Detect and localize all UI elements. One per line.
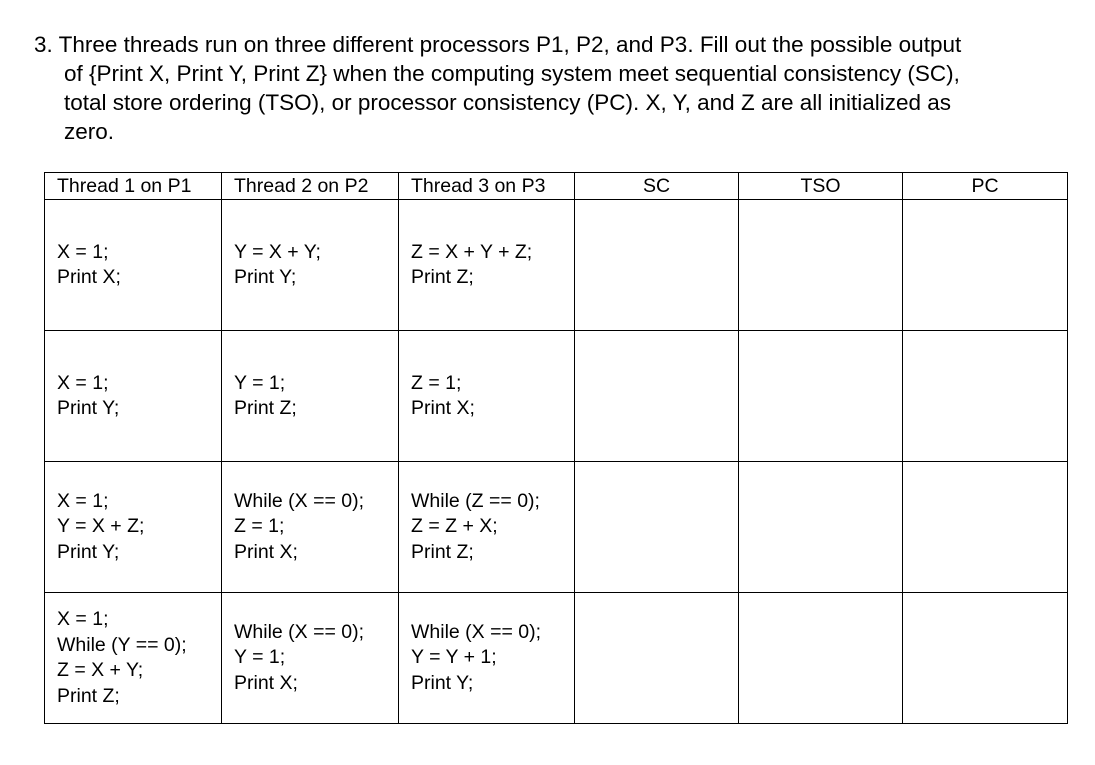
sc-answer-cell[interactable]: [575, 462, 739, 593]
code-line: Print X;: [234, 671, 298, 694]
code-line: Z = X + Y;: [57, 659, 144, 681]
code-line: Print Y;: [57, 540, 120, 563]
header-thread-1: Thread 1 on P1: [45, 173, 222, 200]
thread-3-code: [399, 593, 575, 724]
table-row: [45, 200, 1068, 331]
tso-answer-cell[interactable]: [739, 200, 903, 331]
thread-1-code: [45, 200, 222, 331]
code-line: Print Z;: [234, 397, 297, 419]
code-line: X = 1;: [57, 371, 109, 394]
code-line: X = 1;: [57, 489, 109, 512]
header-thread-2: Thread 2 on P2: [222, 173, 399, 200]
thread-2-code: [222, 331, 399, 462]
code-line: While (X == 0);: [411, 620, 542, 643]
code-line: Print Y;: [411, 671, 474, 694]
code-line: Y = 1;: [234, 371, 286, 394]
table-row: [45, 593, 1068, 724]
code-line: Y = X + Z;: [57, 515, 145, 538]
question-line-3: total store ordering (TSO), or processor consistency (PC). X, Y, and Z are all initialized as: [64, 90, 952, 115]
thread-3-code: [399, 200, 575, 331]
pc-answer-cell[interactable]: [903, 331, 1068, 462]
code-line: X = 1;: [57, 240, 109, 263]
pc-answer-cell[interactable]: [903, 593, 1068, 724]
code-line: Z = 1;: [411, 371, 462, 394]
thread-1-code: [45, 593, 222, 724]
code-line: Y = Y + 1;: [411, 646, 497, 669]
thread-2-code: [222, 462, 399, 593]
header-row: [45, 173, 1068, 200]
table-row: [45, 331, 1068, 462]
question-line-2: of {Print X, Print Y, Print Z} when the computing system meet sequential consistency (SC),: [64, 61, 960, 86]
thread-3-code: [399, 331, 575, 462]
code-line: Print Y;: [57, 397, 120, 419]
code-line: Print X;: [234, 540, 298, 563]
thread-1-code: [45, 331, 222, 462]
code-line: Print X;: [57, 266, 121, 288]
header-sc: SC: [575, 173, 739, 200]
code-line: Print Z;: [411, 266, 474, 288]
table-row: [45, 462, 1068, 593]
thread-2-code: [222, 593, 399, 724]
question-line-1: 3. Three threads run on three different processors P1, P2, and P3. Fill out the possible output: [34, 32, 962, 57]
consistency-table: [44, 172, 1068, 724]
thread-2-code: [222, 200, 399, 331]
code-line: Print Z;: [57, 684, 120, 707]
header-pc: PC: [903, 173, 1068, 200]
tso-answer-cell[interactable]: [739, 593, 903, 724]
tso-answer-cell[interactable]: [739, 462, 903, 593]
pc-answer-cell[interactable]: [903, 200, 1068, 331]
pc-answer-cell[interactable]: [903, 462, 1068, 593]
thread-3-code: [399, 462, 575, 593]
code-line: Print Y;: [234, 266, 297, 288]
sc-answer-cell[interactable]: [575, 331, 739, 462]
code-line: Print X;: [411, 397, 475, 419]
tso-answer-cell[interactable]: [739, 331, 903, 462]
question-line-4: zero.: [64, 119, 115, 144]
code-line: X = 1;: [57, 608, 109, 630]
header-tso: TSO: [739, 173, 903, 200]
code-line: While (X == 0);: [234, 620, 365, 643]
code-line: While (X == 0);: [234, 489, 365, 512]
code-line: Y = 1;: [234, 646, 286, 669]
code-line: While (Z == 0);: [411, 489, 540, 512]
thread-1-code: [45, 462, 222, 593]
sc-answer-cell[interactable]: [575, 200, 739, 331]
code-line: Y = X + Y;: [234, 240, 321, 263]
header-thread-3: Thread 3 on P3: [399, 173, 575, 200]
code-line: Z = X + Y + Z;: [411, 240, 533, 263]
code-line: Print Z;: [411, 540, 474, 563]
code-line: While (Y == 0);: [57, 633, 187, 656]
question-text: [34, 30, 1074, 146]
code-line: Z = Z + X;: [411, 515, 498, 538]
sc-answer-cell[interactable]: [575, 593, 739, 724]
code-line: Z = 1;: [234, 515, 285, 538]
